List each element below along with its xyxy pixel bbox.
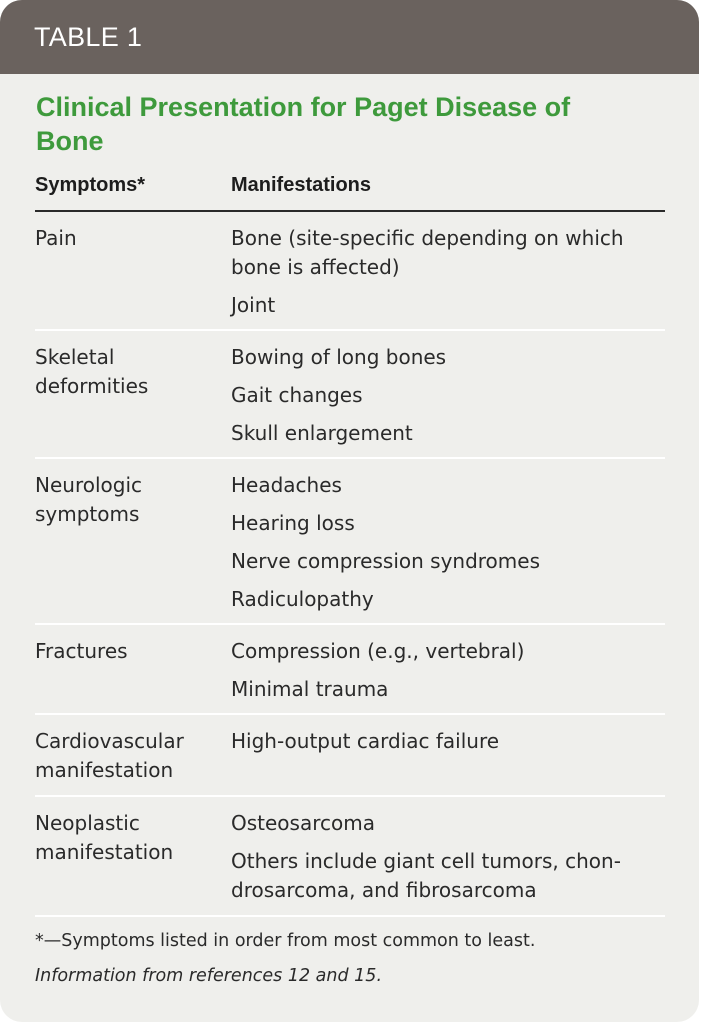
manifestation-item: Nerve compression syndromes <box>231 549 541 573</box>
table-header-bar <box>0 0 699 74</box>
table-title: Clinical Presentation for Paget Disease of Bone <box>36 92 571 156</box>
manifestation-cell <box>231 343 665 457</box>
table-row <box>35 715 665 797</box>
table-row <box>35 212 665 331</box>
column-header-symptoms: Symptoms* <box>35 174 146 196</box>
symptoms-table <box>35 174 665 917</box>
manifestation-cell <box>231 471 665 623</box>
manifestation-item: Headaches <box>231 473 342 497</box>
symptom-cell: Skeletal deformities <box>35 345 149 398</box>
manifestation-cell <box>231 727 665 795</box>
manifestation-item: Osteosarcoma <box>231 811 375 835</box>
manifestation-item: Compression (e.g., vertebral) <box>231 639 525 663</box>
table-row <box>35 331 665 459</box>
manifestation-item: Skull enlargement <box>231 421 413 445</box>
symptom-cell: Fractures <box>35 639 128 663</box>
column-header-manifestations: Manifestations <box>231 174 372 196</box>
manifestation-item: Bowing of long bones <box>231 345 447 369</box>
table-row <box>35 459 665 625</box>
manifestation-cell <box>231 637 665 713</box>
manifestation-item: Hearing loss <box>231 511 355 535</box>
manifestation-item: High-output cardiac failure <box>231 729 500 753</box>
source-note: Information from references 12 and 15. <box>35 966 383 986</box>
manifestation-cell <box>231 809 665 915</box>
table-head <box>35 174 665 212</box>
symptom-cell: Cardiovascular manifestation <box>35 729 184 782</box>
manifestation-item: Minimal trauma <box>231 677 389 701</box>
table-row <box>35 625 665 715</box>
manifestation-item: Bone (site-specific depending on which bone is affected) <box>231 226 624 279</box>
table-label: TABLE 1 <box>34 21 143 52</box>
symptom-cell: Neoplastic manifestation <box>35 811 174 864</box>
manifestation-item: Others include giant cell tumors, chon-drosarcoma, and fibrosarcoma <box>231 849 621 902</box>
table-row <box>35 797 665 917</box>
manifestation-item: Joint <box>231 293 276 317</box>
manifestation-item: Gait changes <box>231 383 363 407</box>
symptom-cell: Neurologic symptoms <box>35 473 143 526</box>
symptom-cell: Pain <box>35 226 77 250</box>
manifestation-cell <box>231 224 671 329</box>
manifestation-item: Radiculopathy <box>231 587 374 611</box>
table-footnote: *—Symptoms listed in order from most common to least. <box>35 931 536 951</box>
